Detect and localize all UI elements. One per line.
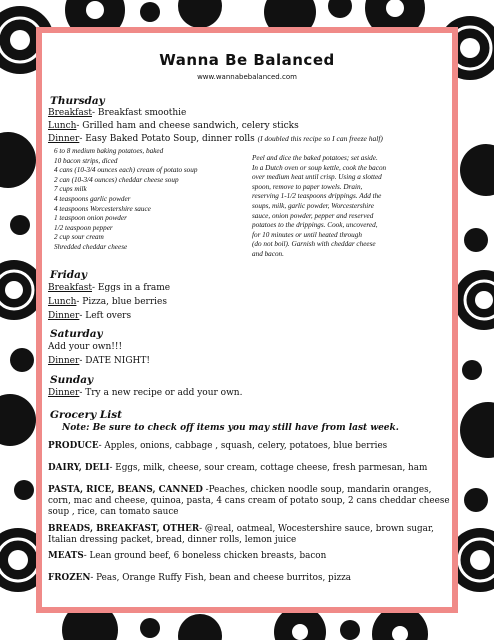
page-title: Wanna Be Balanced — [159, 51, 335, 69]
thursday-lunch: Lunch- Grilled ham and cheese sandwich, celery sticks — [48, 121, 299, 131]
thursday-dinner: Dinner- Easy Baked Potato Soup, dinner rolls (I doubled this recipe so I can freeze half) — [48, 134, 383, 144]
friday-breakfast: Breakfast- Eggs in a frame — [48, 283, 171, 293]
dinner-note: (I doubled this recipe so I can freeze half) — [257, 134, 383, 143]
day-friday: Friday — [50, 269, 88, 281]
sunday-dinner: Dinner- Try a new recipe or add your own. — [48, 388, 243, 398]
page-frame — [36, 27, 458, 613]
site-url: www.wannabebalanced.com — [197, 73, 297, 81]
ingredients-list: 6 to 8 medium baking potatoes, baked 10 bacon strips, diced 4 cans (10-3/4 ounces each) cream of potato soup 2 can (10-3/4 ounces) cheddar cheese soup 7 cups milk 4 teaspoons garlic powder 4 teaspoons Worcestershire sauce 1 teaspoon onion powder 1/2 teaspoon pepper 2 cup sour cream Shredded cheddar cheese — [54, 147, 198, 251]
grocery-note: Note: Be sure to check off items you may still have from last week. — [62, 423, 399, 433]
grocery-produce: PRODUCE- Apples, onions, cabbage , squash, celery, potatoes, blue berries — [48, 441, 388, 451]
grocery-meats: MEATS- Lean ground beef, 6 boneless chicken breasts, bacon — [48, 551, 327, 561]
friday-dinner: Dinner- Left overs — [48, 311, 132, 321]
friday-lunch: Lunch- Pizza, blue berries — [48, 297, 167, 307]
day-saturday: Saturday — [50, 328, 103, 340]
saturday-dinner: Dinner- DATE NIGHT! — [48, 356, 150, 366]
saturday-line1: Add your own!!! — [48, 342, 123, 352]
grocery-breads: BREADS, BREAKFAST, OTHER- @real, oatmeal, Wocestershire sauce, brown sugar, Italian dressing packet, bread, dinner rolls, lemon juice — [48, 524, 434, 545]
grocery-heading: Grocery List — [50, 409, 122, 421]
menu-content — [42, 33, 452, 607]
grocery-pasta: PASTA, RICE, BEANS, CANNED -Peaches, chicken noodle soup, mandarin oranges, corn, mac and cheese, quinoa, pasta, 4 cans cream of potato soup, 2 cans cheddar cheese soup , rice, can tomato sauce — [48, 485, 450, 517]
grocery-frozen: FROZEN- Peas, Orange Ruffy Fish, bean and cheese burritos, pizza — [48, 573, 352, 583]
day-sunday: Sunday — [50, 374, 94, 386]
grocery-dairy: DAIRY, DELI- Eggs, milk, cheese, sour cream, cottage cheese, fresh parmesan, ham — [48, 463, 428, 473]
thursday-breakfast: Breakfast- Breakfast smoothie — [48, 108, 187, 118]
recipe-directions: Peel and dice the baked potatoes; set aside. In a Dutch oven or soup kettle, cook the bacon over medium heat until crisp. Using a slotted spoon, remove to paper towels. Drain, reserving 1-1/2 teaspoons drippings. Add the soups, milk, garlic powder, Worcestershire sauce, onion powder, pepper and reserved potatoes to the drippings. Cook, uncovered, for 10 minutes or until heated through (do not boil). Garnish with cheddar cheese and bacon. — [252, 154, 387, 258]
day-thursday: Thursday — [50, 95, 105, 107]
